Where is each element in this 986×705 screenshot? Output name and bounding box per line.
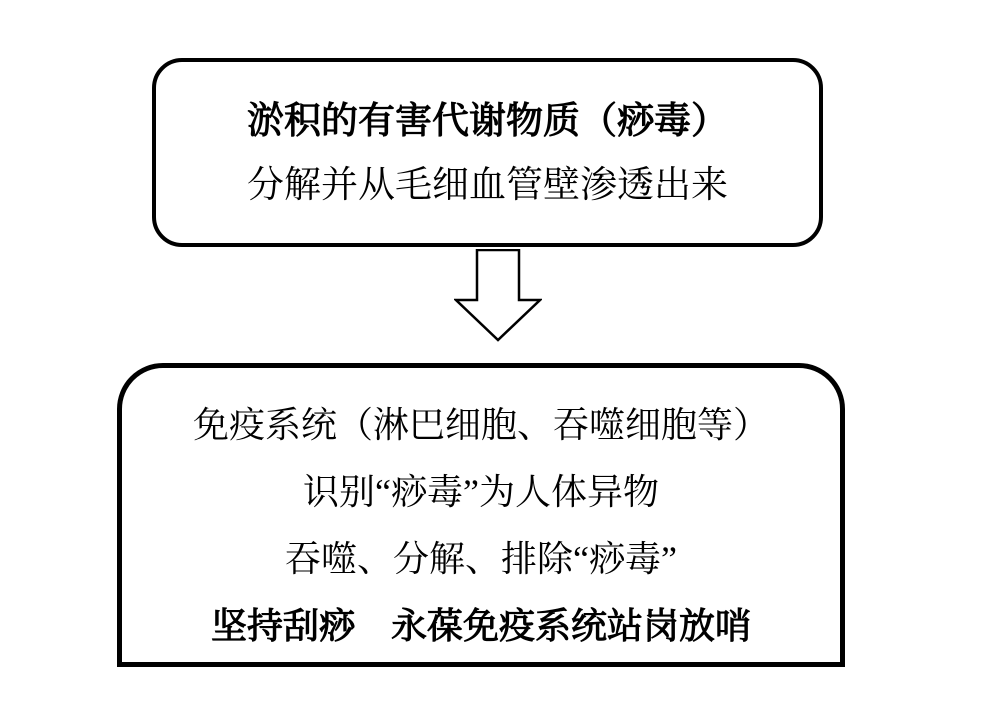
down-arrow-icon [454,249,542,342]
bottom-box-line-2: 识别“痧毒”为人体异物 [303,472,659,512]
bottom-box-line-4: 坚持刮痧 永葆免疫系统站岗放哨 [210,606,751,646]
down-arrow [454,249,542,342]
top-box [152,58,823,247]
bottom-box [117,363,845,667]
bottom-box-line-1: 免疫系统（淋巴细胞、吞噬细胞等） [192,405,769,445]
top-box-line-2: 分解并从毛细血管壁渗透出来 [247,165,728,206]
bottom-box-line-3: 吞噬、分解、排除“痧毒” [285,539,677,579]
top-box-line-1: 淤积的有害代谢物质（痧毒） [247,101,728,142]
